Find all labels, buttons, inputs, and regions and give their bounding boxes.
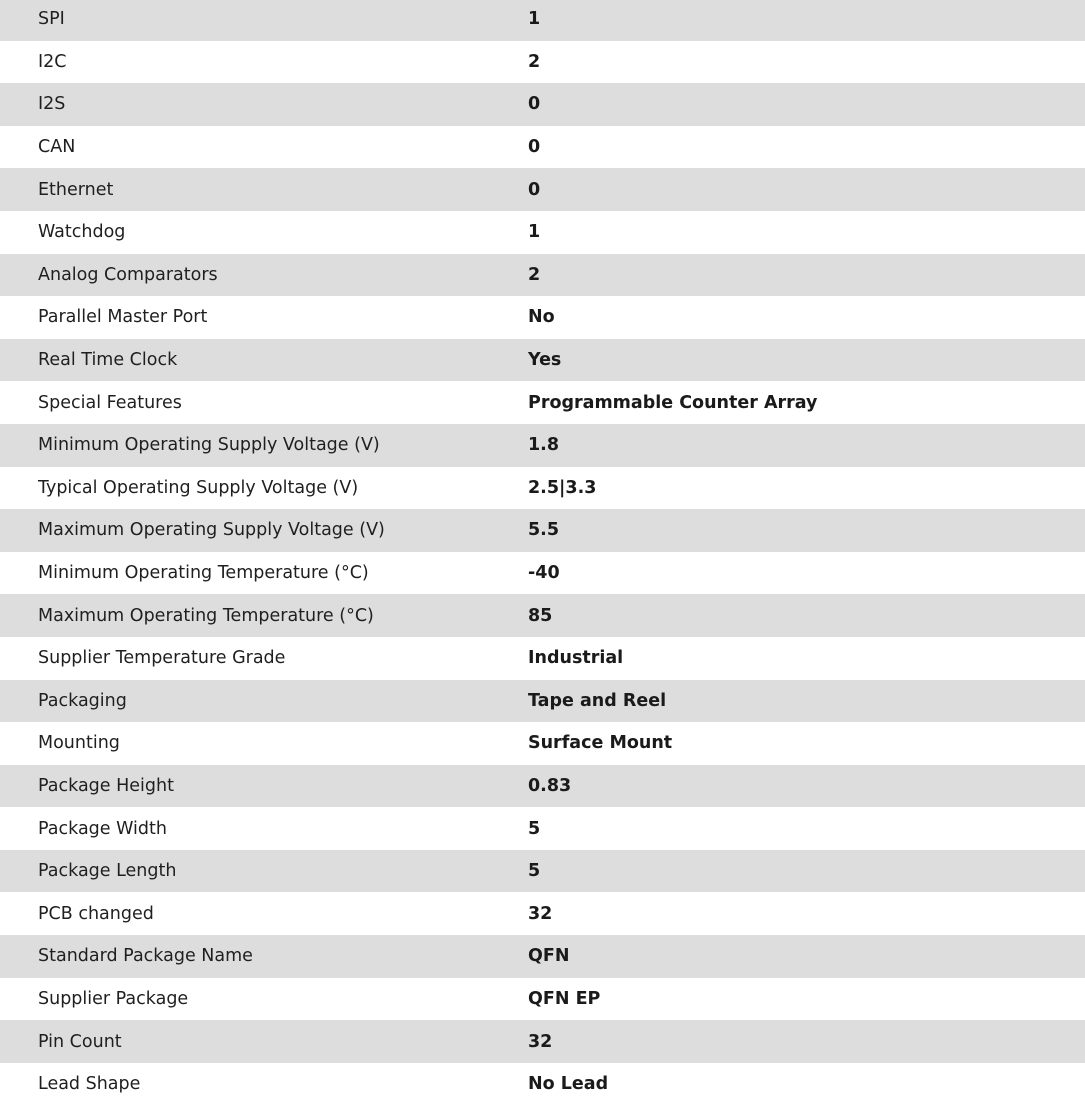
- spec-value: 5.5: [528, 520, 560, 541]
- spec-label: Package Height: [38, 775, 174, 796]
- spec-row: [0, 296, 1085, 339]
- spec-label: Special Features: [38, 392, 182, 413]
- spec-row: [0, 381, 1085, 424]
- spec-value: 32: [528, 903, 553, 924]
- spec-row: [0, 594, 1085, 637]
- spec-label: Minimum Operating Temperature (°C): [38, 563, 369, 584]
- spec-label: I2C: [38, 51, 67, 72]
- spec-row: [0, 978, 1085, 1021]
- spec-label: Mounting: [38, 733, 120, 754]
- spec-label: Lead Shape: [38, 1074, 141, 1095]
- spec-row: [0, 935, 1085, 978]
- spec-row: [0, 254, 1085, 297]
- spec-label: I2S: [38, 94, 66, 115]
- spec-label: Watchdog: [38, 222, 126, 243]
- spec-row: [0, 850, 1085, 893]
- spec-value: QFN EP: [528, 988, 601, 1009]
- spec-row: [0, 467, 1085, 510]
- spec-label: Packaging: [38, 690, 127, 711]
- spec-label: Minimum Operating Supply Voltage (V): [38, 435, 380, 456]
- spec-label: Standard Package Name: [38, 946, 253, 967]
- spec-label: Package Width: [38, 818, 167, 839]
- spec-row: [0, 765, 1085, 808]
- spec-label: CAN: [38, 137, 76, 158]
- spec-value: Programmable Counter Array: [528, 392, 818, 413]
- spec-value: 0: [528, 94, 541, 115]
- spec-value: Surface Mount: [528, 733, 673, 754]
- spec-row: [0, 1020, 1085, 1063]
- spec-value: Industrial: [528, 648, 624, 669]
- spec-value: 0: [528, 137, 541, 158]
- spec-value: 32: [528, 1031, 553, 1052]
- spec-value: QFN: [528, 946, 570, 967]
- spec-row: [0, 892, 1085, 935]
- spec-value: 5: [528, 861, 541, 882]
- spec-row: [0, 509, 1085, 552]
- spec-value: 85: [528, 605, 553, 626]
- spec-label: Pin Count: [38, 1031, 122, 1052]
- spec-label: Real Time Clock: [38, 350, 178, 371]
- spec-label: Maximum Operating Supply Voltage (V): [38, 520, 385, 541]
- spec-label: Parallel Master Port: [38, 307, 208, 328]
- spec-label: PCB changed: [38, 903, 154, 924]
- spec-row: [0, 637, 1085, 680]
- spec-row: [0, 168, 1085, 211]
- spec-row: [0, 126, 1085, 169]
- spec-value: 2: [528, 51, 541, 72]
- spec-value: 2: [528, 264, 541, 285]
- spec-value: No: [528, 307, 555, 328]
- spec-label: Ethernet: [38, 179, 114, 200]
- spec-label: SPI: [38, 9, 65, 30]
- spec-value: Tape and Reel: [528, 690, 667, 711]
- spec-label: Package Length: [38, 861, 177, 882]
- spec-label: Maximum Operating Temperature (°C): [38, 605, 374, 626]
- spec-label: Analog Comparators: [38, 264, 218, 285]
- spec-value: -40: [528, 563, 560, 584]
- spec-value: No Lead: [528, 1074, 609, 1095]
- spec-row: [0, 83, 1085, 126]
- spec-value: 0: [528, 179, 541, 200]
- spec-value: 1: [528, 9, 541, 30]
- spec-value: Yes: [528, 350, 562, 371]
- spec-row: [0, 680, 1085, 723]
- spec-row: [0, 424, 1085, 467]
- spec-value: 0.83: [528, 775, 572, 796]
- spec-value: 1: [528, 222, 541, 243]
- spec-label: Supplier Package: [38, 988, 189, 1009]
- spec-label: Supplier Temperature Grade: [38, 648, 286, 669]
- spec-row: [0, 552, 1085, 595]
- spec-row: [0, 339, 1085, 382]
- spec-row: [0, 0, 1085, 41]
- spec-row: [0, 807, 1085, 850]
- spec-row: [0, 211, 1085, 254]
- spec-row: [0, 41, 1085, 84]
- spec-label: Typical Operating Supply Voltage (V): [38, 477, 359, 498]
- spec-value: 2.5|3.3: [528, 477, 597, 498]
- spec-value: 1.8: [528, 435, 560, 456]
- spec-row: [0, 722, 1085, 765]
- spec-value: 5: [528, 818, 541, 839]
